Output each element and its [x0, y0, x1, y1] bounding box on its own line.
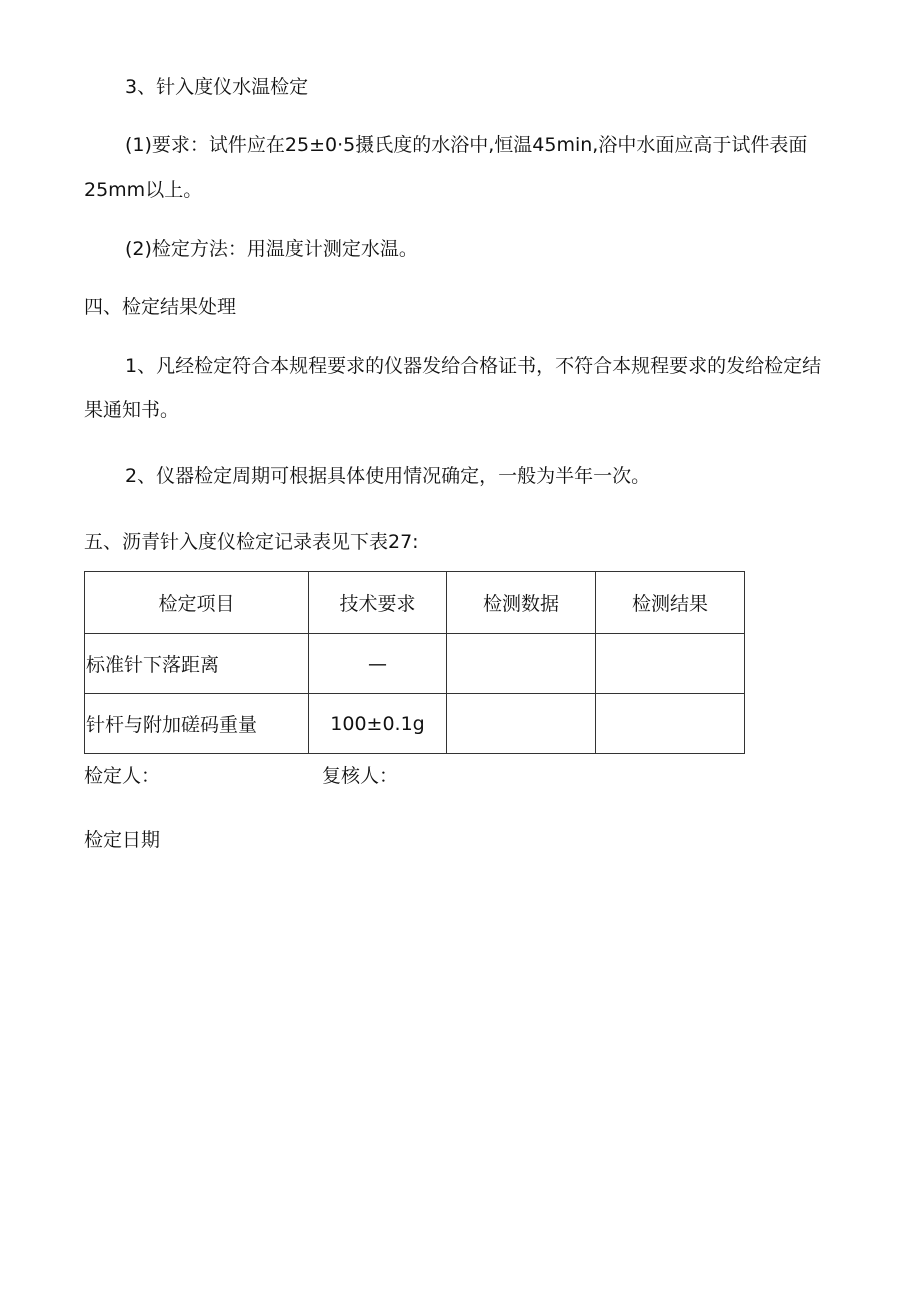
inspector-label: 检定人： [84, 765, 161, 787]
cell-requirement: — [309, 634, 447, 694]
result-item-2: 2、仪器检定周期可根据具体使用情况确定，一般为半年一次。 [125, 465, 651, 487]
table-row [85, 694, 745, 754]
requirement-text-line-1: (1)要求：试件应在25±0·5摄氏度的水浴中,恒温45min,浴中水面应高于试件表面 [125, 134, 808, 156]
table-row [85, 634, 745, 694]
table-header-row [85, 572, 745, 634]
inspection-record-table [84, 571, 745, 754]
header-technical-requirement: 技术要求 [309, 572, 447, 634]
section-heading-record-table: 五、沥青针入度仪检定记录表见下表27: [84, 531, 419, 553]
cell-item: 标准针下落距离 [85, 634, 309, 694]
header-item: 检定项目 [85, 572, 309, 634]
cell-requirement: 100±0.1g [309, 694, 447, 754]
requirement-text-line-2: 25mm以上。 [84, 179, 203, 201]
cell-item: 针杆与附加磋码重量 [85, 694, 309, 754]
cell-measured-data [447, 694, 596, 754]
cell-measured-data [447, 634, 596, 694]
cell-result [596, 634, 745, 694]
inspection-date-label: 检定日期 [84, 829, 161, 851]
header-measured-data: 检测数据 [447, 572, 596, 634]
reviewer-label: 复核人： [322, 765, 399, 787]
cell-result [596, 694, 745, 754]
method-text: (2)检定方法：用温度计测定水温。 [125, 238, 418, 260]
result-item-1-line-2: 果通知书。 [84, 399, 180, 421]
heading-needle-water-temp: 3、针入度仪水温检定 [125, 76, 309, 98]
header-result: 检测结果 [596, 572, 745, 634]
section-heading-results: 四、检定结果处理 [84, 296, 237, 318]
result-item-1-line-1: 1、凡经检定符合本规程要求的仪器发给合格证书，不符合本规程要求的发给检定结 [125, 355, 822, 377]
